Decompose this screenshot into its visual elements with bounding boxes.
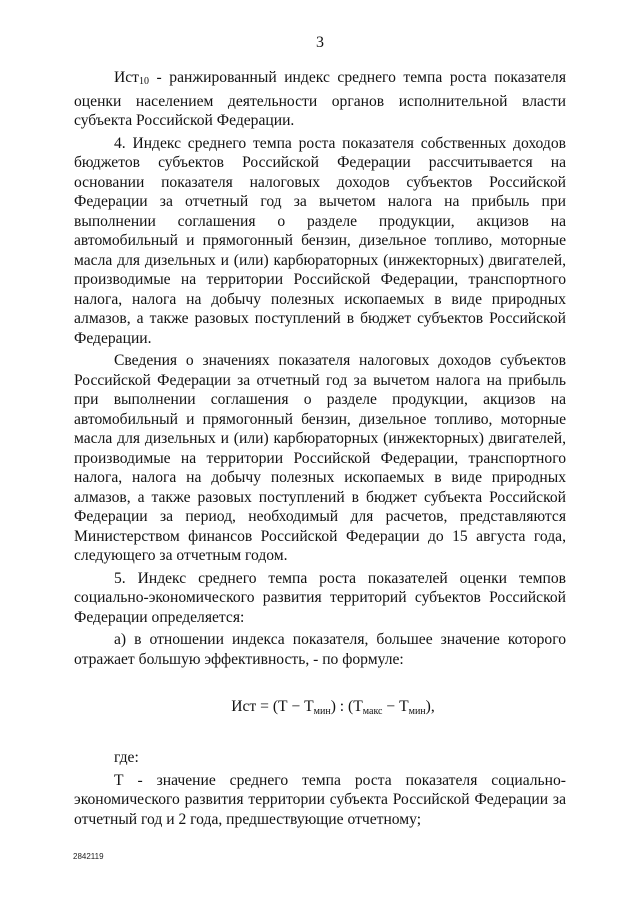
paragraph-section-5: 5. Индекс среднего темпа роста показателей оценки темпов социально-экономического развития территорий субъектов Российской Федерации определяется: <box>74 569 566 626</box>
document-body <box>74 68 566 832</box>
paragraph-where: где: <box>114 749 139 766</box>
variable-ist: Ист <box>114 69 139 86</box>
paragraph-tax-income-info: Сведения о значениях показателя налоговых доходов субъектов Российской Федерации за отчетный год за вычетом налога на прибыль при выполнении соглашения о разделе продукции, акцизов на автомобильный и прямогонный бензин, дизельное топливо, моторные масла для дизельных и (или) карбюраторных (инжекторных) двигателей, производимые на территории Российской Федерации, транспортного налога, налога на добычу полезных ископаемых в виде природных алмазов, а также разовых поступлений в бюджет субъекта Российской Федерации за период, необходимый для расчетов, представляются Министерством финансов Российской Федерации до 15 августа года, следующего за отчетным годом. <box>74 352 566 564</box>
paragraph-ist10-text: - ранжированный индекс среднего темпа роста показателя оценки населением деятельности органов исполнительной власти субъекта Российской Федерации. <box>74 69 566 129</box>
formula: Ист = $(Т - Т_{мин})$ : $(Т_{макс} - Т_{мин})$, <box>231 698 435 717</box>
page-number: 3 <box>316 34 324 51</box>
paragraph-section-4: 4. Индекс среднего темпа роста показателя собственных доходов бюджетов субъектов Российской Федерации рассчитывается на основании показателя налоговых доходов субъектов Российской Федерации за отчетный год за вычетом налога на прибыль при выполнении соглашения о разделе продукции, акцизов на автомобильный и прямогонный бензин, дизельное топливо, моторные масла для дизельных и (или) карбюраторных (инжекторных) двигателей, производимые на территории Российской Федерации, транспортного налога, налога на добычу полезных ископаемых в виде природных алмазов, а также разовых поступлений в бюджет субъектов Российской Федерации. <box>74 134 566 347</box>
variable-ist-subscript: 10 <box>139 76 149 87</box>
paragraph-ist10-definition <box>74 68 566 131</box>
paragraph-t-definition: Т - значение среднего темпа роста показателя социально-экономического развития территории субъекта Российской Федерации за отчетный год и 2 года, предшествующие отчетному; <box>74 771 566 828</box>
paragraph-item-a: а) в отношении индекса показателя, большее значение которого отражает большую эффективность, - по формуле: <box>74 631 566 668</box>
document-code: 2842119 <box>73 852 104 861</box>
